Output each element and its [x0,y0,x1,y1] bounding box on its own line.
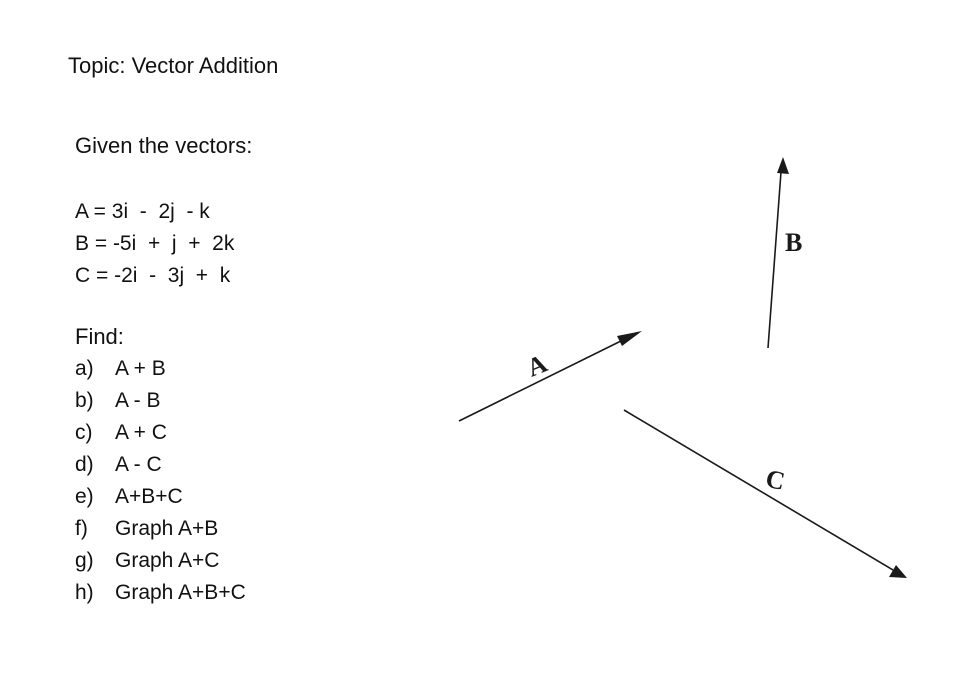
topic-heading: Topic: Vector Addition [68,53,279,78]
task-letter: g) [75,549,94,572]
task-letter: h) [75,581,94,604]
task-letter: b) [75,389,94,412]
task-text: A+B+C [115,485,183,508]
vector-b-label: B [785,228,803,257]
task-letter: a) [75,357,94,380]
vector-c-arrowhead [889,565,907,578]
task-text: Graph A+B [115,517,219,540]
find-heading: Find: [75,324,124,349]
task-text: Graph A+B+C [115,581,246,604]
vector-b-definition: B = -5i + j + 2k [75,232,235,255]
given-heading: Given the vectors: [75,133,253,158]
vector-a [459,331,642,421]
vector-a-line [459,338,627,421]
vector-a-definition: A = 3i - 2j - k [75,200,210,223]
task-text: A + C [115,421,167,444]
vector-a-arrowhead [617,331,642,346]
task-letter: e) [75,485,94,508]
vector-a-label: A [522,348,552,383]
task-text: A + B [115,357,166,380]
task-text: Graph A+C [115,549,220,572]
vector-c [624,410,907,578]
task-text: A - C [115,453,162,476]
vector-c-definition: C = -2i - 3j + k [75,264,231,287]
task-letter: c) [75,421,93,444]
task-letter: f) [75,517,88,540]
task-letter: d) [75,453,94,476]
vector-b-arrowhead [777,157,789,174]
vector-b [768,157,802,348]
vector-b-line [768,172,781,348]
vector-c-line [624,410,893,570]
task-text: A - B [115,389,161,412]
vector-c-label: C [763,463,788,497]
